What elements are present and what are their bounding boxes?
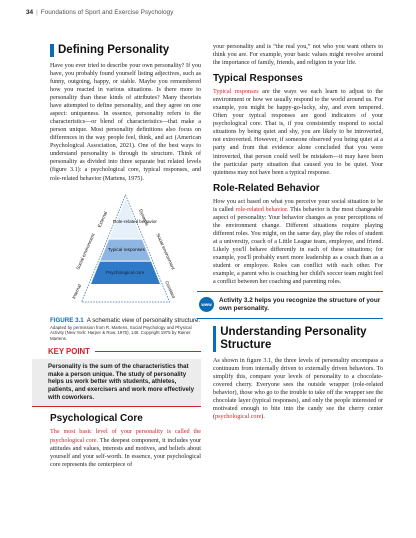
understanding-paragraph bbox=[213, 357, 383, 421]
defining-personality-paragraph: Have you ever tried to describe your own personality? If you have, you probably found yourself listing adjectives, such as funny, outgoing, happy, or stable. Maybe you remembered how you reacted in various situations. Is there more to personality than these kinds of attributes? Many theorists have attempted to define personality, and they agree on one aspect: uniqueness. In essence, personality refers to the characteristics—or blend of characteristics—that make a person unique. Most personality definitions also focus on differences in the way people feel, think, and act (American Psychological Association, 2021). One of the best ways to understand personality is through its structure. Think of personality as divided into three separate but related levels (figure 3.1): a psychological core, typical responses, and role-related behavior (Martens, 1975). bbox=[50, 62, 201, 182]
psychological-core-paragraph bbox=[50, 428, 201, 468]
key-point-header bbox=[32, 347, 201, 356]
typical-responses-term: Typical responses bbox=[213, 89, 259, 96]
role-related-term: role-related behavior. bbox=[235, 206, 289, 213]
understanding-term: psychological core bbox=[215, 413, 262, 420]
heading-accent-bar bbox=[50, 44, 54, 57]
label-typical-responses: Typical responses bbox=[108, 246, 145, 252]
section-heading-understanding bbox=[213, 326, 383, 352]
label-external: External bbox=[96, 210, 109, 228]
right-column bbox=[201, 43, 383, 421]
caption-text: A schematic view of personality structure. bbox=[86, 316, 201, 324]
continued-paragraph: your personality and is “the real you,” not who you want others to think you are. For example, your basic values might revolve around the importance of family, friends, and religion in your life. bbox=[213, 44, 383, 67]
psychological-core-heading: Psychological Core bbox=[50, 413, 143, 425]
activity-text: Activity 3.2 helps you recognize the structure of your own personality. bbox=[219, 297, 381, 312]
heading-accent-bar bbox=[213, 326, 216, 352]
psychological-core-text: The deepest component, it includes your attitudes and values, interests and motives, and beliefs about yourself and your self-worth. In essence, your psychological core represents the centerpiece of bbox=[50, 437, 201, 468]
label-dynamic: Dynamic bbox=[138, 207, 150, 227]
psychological-core-term: The most basic level of your personality is called the psychological core. bbox=[50, 429, 201, 444]
caption-credit: Adapted by permission from R. Martens, Social Psychology and Physical Activity (New York: Harper & Row, 1975), 146. Copyright 1975 by Rainer Martens. bbox=[50, 325, 192, 341]
page-number: 34 bbox=[26, 9, 34, 16]
www-icon: www bbox=[199, 297, 214, 312]
section-heading-defining-personality bbox=[50, 44, 201, 57]
figure-caption bbox=[50, 317, 201, 341]
key-point-rule bbox=[95, 351, 201, 352]
key-point-box bbox=[32, 347, 201, 408]
understanding-text: As shown in figure 3.1, the three levels of personality encompass a continuum from internally driven to externally driven behaviors. To simplify this, compare your levels of personality to a chocolate-covered cherry. Everyone sees the outside wrapper (role-related behavior), those who go to the trouble to take off the wrapper see the chocolate layer (typical responses), and only the people interested or motivated enough to bite into the candy see the cherry center ( bbox=[213, 357, 383, 420]
figure-personality-structure bbox=[50, 189, 201, 315]
book-title: Foundations of Sport and Exercise Psychology bbox=[40, 9, 174, 16]
caption-title bbox=[50, 317, 201, 325]
key-point-text: Personality is the sum of the characteristics that make a person unique. The study of personality helps us work better with students, athletes, patients, and exercisers and work more effectively with coworkers. bbox=[32, 359, 201, 408]
understanding-end: ). bbox=[261, 413, 265, 420]
key-point-title: KEY POINT bbox=[48, 346, 90, 356]
label-psychological-core: Psychological core bbox=[106, 269, 145, 275]
role-related-paragraph bbox=[213, 198, 383, 287]
typical-responses-text: are the ways we each learn to adjust to the environment or how we usually respond to the world around us. For example, you might be happy-go-lucky, shy, and even tempered. Often your typical responses are good indicators of your psychological core. That is, if you consistently respond to social situations by being quiet and shy, you are likely to be introverted, not extroverted. However, if someone observed you being quiet at a party and from that evidence alone concluded that you were introverted, that person could well be mistaken—it may have been the particular party situation that caused you to be quiet. Your quietness may not have been a typical response. bbox=[213, 89, 383, 176]
role-related-intro: How you act based on what you perceive your social situation to be is called bbox=[213, 198, 383, 213]
label-constant: Constant bbox=[164, 279, 177, 299]
left-column bbox=[50, 44, 201, 469]
running-head bbox=[26, 9, 173, 16]
caption-label: FIGURE 3.1 bbox=[50, 316, 84, 324]
label-social-environment-right: Social environment bbox=[155, 232, 176, 270]
heading-text: Defining Personality bbox=[58, 44, 170, 56]
running-head-separator: | bbox=[36, 9, 38, 16]
label-social-environment-left: Social environment bbox=[75, 232, 96, 270]
role-related-text: This behavior is the most changeable aspect of personality: Your behavior changes as your perceptions of the environment change. Different situations require playing different roles. You might, on the same day, play the roles of student at a university, coach of a Little League team, employee, and friend. Likely you'll behave differently in each of these situations; for example, you'll probably exert more leadership as a coach than as a student or employee. Roles can conflict with each other. For example, a parent who is coaching her child's soccer team might feel a conflict between her coaching and parenting roles. bbox=[213, 206, 383, 286]
label-role-related-behavior: Role-related behavior bbox=[113, 218, 157, 224]
role-related-heading: Role-Related Behavior bbox=[213, 182, 320, 194]
typical-responses-heading: Typical Responses bbox=[213, 73, 303, 85]
activity-callout bbox=[197, 291, 383, 319]
heading-text: Understanding Personality Structure bbox=[220, 325, 367, 351]
label-internal: Internal bbox=[71, 283, 83, 300]
typical-responses-paragraph bbox=[213, 88, 383, 177]
